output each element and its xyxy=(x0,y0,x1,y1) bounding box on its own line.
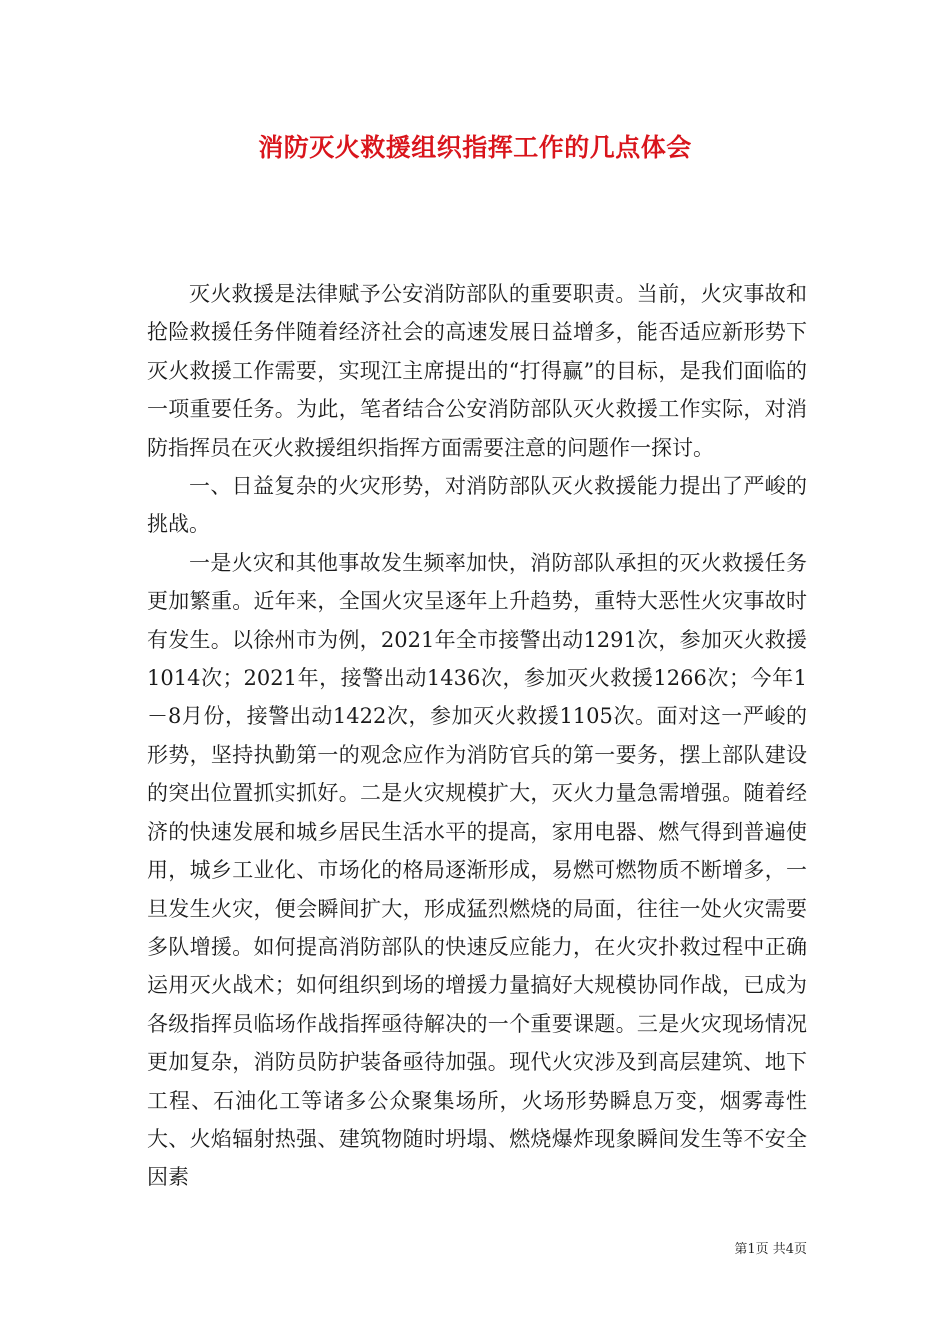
paragraph-details: 一是火灾和其他事故发生频率加快，消防部队承担的灭火救援任务更加繁重。近年来，全国火灾呈逐年上升趋势，重特大恶性火灾事故时有发生。以徐州市为例，2021年全市接警出动1291次，参加灭火救援1014次；2021年，接警出动1436次，参加灭火救援1266次；今年1－8月份，接警出动1422次，参加灭火救援1105次。面对这一严峻的形势，坚持执勤第一的观念应作为消防官兵的第一要务，摆上部队建设的突出位置抓实抓好。二是火灾规模扩大，灭火力量急需增强。随着经济的快速发展和城乡居民生活水平的提高，家用电器、燃气得到普遍使用，城乡工业化、市场化的格局逐渐形成，易燃可燃物质不断增多，一旦发生火灾，便会瞬间扩大，形成猛烈燃烧的局面，往往一处火灾需要多队增援。如何提高消防部队的快速反应能力，在火灾扑救过程中正确运用灭火战术；如何组织到场的增援力量搞好大规模协同作战，已成为各级指挥员临场作战指挥亟待解决的一个重要课题。三是火灾现场情况更加复杂，消防员防护装备亟待加强。现代火灾涉及到高层建筑、地下工程、石油化工等诸多公众聚集场所，火场形势瞬息万变，烟雾毒性大、火焰辐射热强、建筑物随时坍塌、燃烧爆炸现象瞬间发生等不安全因素 xyxy=(147,550,807,1190)
document-title: 消防灭火救援组织指挥工作的几点体会 xyxy=(258,133,692,162)
paragraph-section-heading: 一、日益复杂的火灾形势，对消防部队灭火救援能力提出了严峻的挑战。 xyxy=(147,474,807,537)
paragraph-intro: 灭火救援是法律赋予公安消防部队的重要职责。当前，火灾事故和抢险救援任务伴随着经济社会的高速发展日益增多，能否适应新形势下灭火救援工作需要，实现江主席提出的“打得赢”的目标，是我们面临的一项重要任务。为此，笔者结合公安消防部队灭火救援工作实际，对消防指挥员在灭火救援组织指挥方面需要注意的问题作一探讨。 xyxy=(147,282,807,460)
page-number-footer: 第1页 共4页 xyxy=(734,1242,807,1257)
document-body xyxy=(147,275,807,1197)
